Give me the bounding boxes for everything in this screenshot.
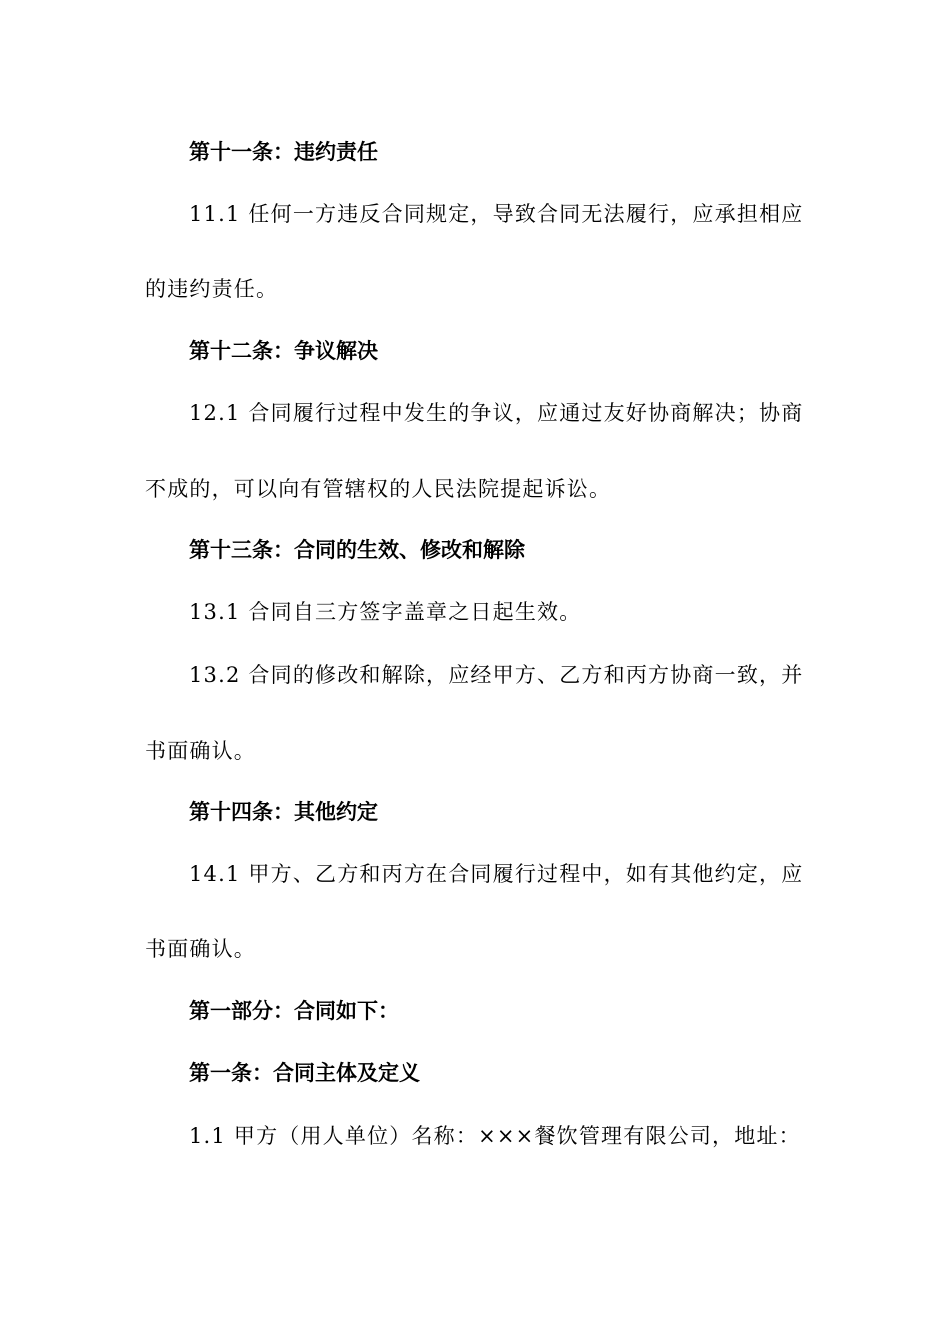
paragraph-line: 11.1 任何一方违反合同规定，导致合同无法履行，应承担相应 [189,202,804,226]
paragraph-line: 1.1 甲方（用人单位）名称：×××餐饮管理有限公司，地址： [189,1124,801,1148]
section-heading-1: 第一条：合同主体及定义 [189,1061,420,1085]
section-heading-11: 第十一条：违约责任 [189,140,378,164]
section-heading-12: 第十二条：争议解决 [189,339,378,363]
paragraph-line: 13.1 合同自三方签字盖章之日起生效。 [189,600,582,624]
paragraph-line: 14.1 甲方、乙方和丙方在合同履行过程中，如有其他约定，应 [189,862,804,886]
section-heading-13: 第十三条：合同的生效、修改和解除 [189,538,525,562]
paragraph-line: 的违约责任。 [145,277,279,301]
paragraph-line: 12.1 合同履行过程中发生的争议，应通过友好协商解决；协商 [189,401,804,425]
paragraph-line: 书面确认。 [145,937,256,961]
part-heading-1: 第一部分：合同如下： [189,999,399,1023]
paragraph-line: 不成的，可以向有管辖权的人民法院提起诉讼。 [145,477,612,501]
paragraph-line: 书面确认。 [145,739,256,763]
paragraph-line: 13.2 合同的修改和解除，应经甲方、乙方和丙方协商一致，并 [189,663,804,687]
section-heading-14: 第十四条：其他约定 [189,800,378,824]
